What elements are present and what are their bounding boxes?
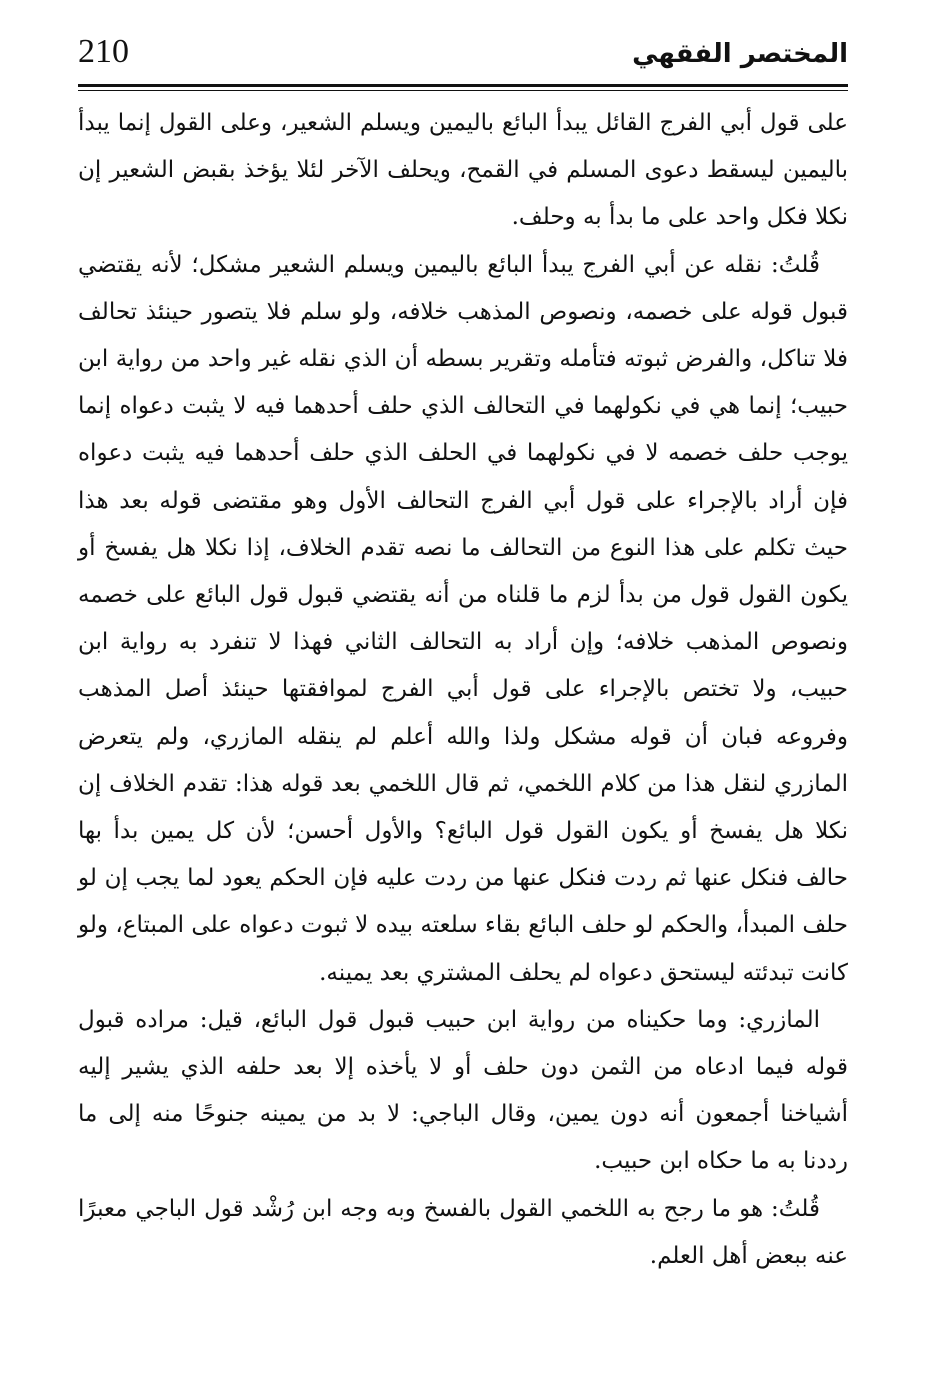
header-rule-thick [78,84,848,87]
header-rule-thin [78,90,848,91]
body-text [78,100,848,1280]
running-title: المختصر الفقهي [632,39,848,69]
page-header [78,30,848,82]
page-number: 210 [78,33,129,70]
paragraph-qultu-2: قُلتُ: هو ما رجح به اللخمي القول بالفسخ وبه وجه ابن رُشْد قول الباجي معبرًا عنه ببعض أهل العلم. [78,1195,848,1269]
paragraph-qultu-1: قُلتُ: نقله عن أبي الفرج يبدأ البائع باليمين ويسلم الشعير مشكل؛ لأنه يقتضي قبول قوله على خصمه، ونصوص المذهب خلافه، ولو سلم فلا يتصور حينئذ تحالف فلا تناكل، والفرض ثبوته فتأمله وتقرير بسطه أن الذي نقله غير واحد من رواية ابن حبيب؛ إنما هي في نكولهما في التحالف الذي حلف أحدهما فيه لا يثبت دعواه إنما يوجب حلف خصمه لا في نكولهما في الحلف الذي حلف أحدهما فيه يثبت دعواه فإن أراد بالإجراء على قول أبي الفرج التحالف الأول وهو مقتضى قوله بعد هذا حيث تكلم على هذا النوع من التحالف ما نصه تقدم الخلاف، إذا نكلا هل يفسخ أو يكون القول قول من بدأ لزم ما قلناه من أنه يقتضي قبول قول البائع على خصمه ونصوص المذهب خلافه؛ وإن أراد به التحالف الثاني فهذا لا تنفرد به رواية ابن حبيب، ولا تختص بالإجراء على قول أبي الفرج لموافقتها حينئذ أصل المذهب وفروعه فبان أن قوله مشكل ولذا والله أعلم لم ينقله المازري، ولم يتعرض المازري لنقل هذا من كلام اللخمي، ثم قال اللخمي بعد قوله هذا: تقدم الخلاف إن نكلا هل يفسخ أو يكون القول قول البائع؟ والأول أحسن؛ لأن كل يمين بدأ بها حالف فنكل عنها ثم ردت فنكل عنها من ردت عليه فإن الحكم يعود لما يجب إن لو حلف المبدأ، والحكم لو حلف البائع بقاء سلعته بيده لا ثبوت دعواه على المبتاع، ولو كانت تبدئته ليستحق دعواه لم يحلف المشتري بعد يمينه. [78,251,848,986]
paragraph-continuation: على قول أبي الفرج القائل يبدأ البائع باليمين ويسلم الشعير، وعلى القول إنما يبدأ باليمين ليسقط دعوى المسلم في القمح، ويحلف الآخر لئلا يؤخذ بقبض الشعير إن نكلا فكل واحد على ما بدأ به وحلف. [78,110,848,231]
paragraph-mazari: المازري: وما حكيناه من رواية ابن حبيب قبول قول البائع، قيل: مراده قبول قوله فيما ادعاه من الثمن دون حلف أو لا يأخذه إلا بعد حلفه الذي يشير إليه أشياخنا أجمعون أنه دون يمين، وقال الباجي: لا بد من يمينه جنوحًا منه إلى ما رددنا به ما حكاه ابن حبيب. [78,1006,848,1175]
